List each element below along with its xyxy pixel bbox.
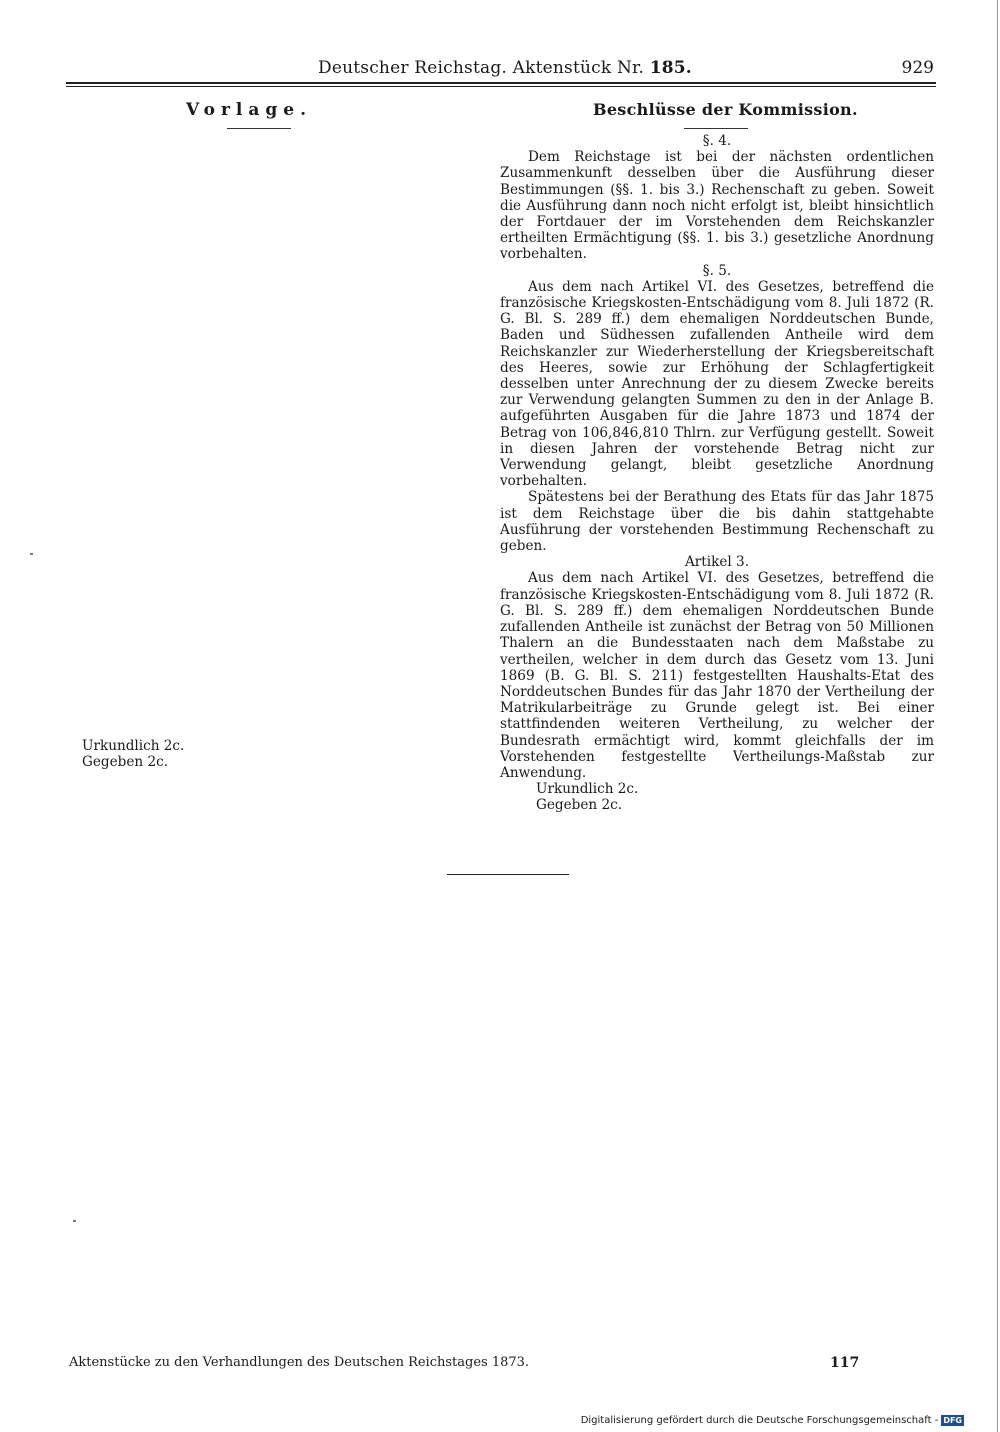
dfg-logo: DFG: [943, 1416, 962, 1425]
section-heading: §. 4.: [702, 133, 732, 149]
document-number: 185.: [649, 58, 692, 78]
signature-line: Urkundlich 2c.: [536, 781, 639, 798]
paragraph: Aus dem nach Artikel VI. des Gesetzes, betreffend die französische Kriegskosten-Entschädigung vom 8. Juli 1872 (R. G. Bl. S. 289 ff.) dem ehemaligen Norddeutschen Bunde, Baden und Südhessen zufallenden Antheile wird dem Reichskanzler zur Wiederherstellung der Kriegsbereitschaft des Heeres, sowie zur Erhöhung der Schlagfertigkeit desselben unter Anrechnung der zu diesem Zwecke bereits zur Verwendung gelangten Summen zu den in der Anlage B. aufgeführten Ausgaben für die Jahre 1873 und 1874 der Betrag von 106,846,810 Thlrn. zur Verfügung gestellt. Soweit in diesen Jahren der vorstehende Betrag nicht zur Verwendung gelangt, bleibt gesetzliche Anordnung vorbehalten.: [500, 278, 934, 490]
section-heading: §. 5.: [702, 262, 732, 279]
header-title: Deutscher Reichstag. Aktenstück Nr.: [318, 58, 650, 78]
header-rule-thin: [66, 86, 936, 87]
header-rule: [66, 82, 936, 84]
left-column-title: Vorlage.: [186, 100, 313, 120]
footer-sheet-number: 117: [830, 1355, 860, 1371]
scan-speck: [30, 553, 33, 555]
right-column-title: Beschlüsse der Kommission.: [593, 100, 858, 119]
page-number: 929: [901, 58, 934, 78]
left-signature-urkundlich: Urkundlich 2c.: [82, 738, 185, 754]
paragraph: Aus dem nach Artikel VI. des Gesetzes, betreffend die französische Kriegskosten-Entschädigung vom 8. Juli 1872 (R. G. Bl. S. 289 ff.) dem ehemaligen Norddeutschen Bunde zufallenden Antheile ist zunächst der Betrag von 50 Millionen Thalern an die Bundesstaaten nach dem Maßstabe zu vertheilen, welcher in dem durch das Gesetz vom 13. Juni 1869 (B. G. Bl. S. 211) festgestellten Haushalts-Etat des Norddeutschen Bundes für das Jahr 1870 der Vertheilung der Matrikularbeiträge zu Grunde gelegt ist. Bei einer stattfindenden weiteren Vertheilung, zu welcher der Bundesrath ermächtigt wird, kommt gleichfalls der im Vorstehenden festgestellte Vertheilungs-Maßstab zur Anwendung.: [500, 570, 934, 781]
paragraph: Spätestens bei der Berathung des Etats für das Jahr 1875 ist dem Reichstage über die bis dahin stattgehabte Ausführung der vorstehenden Bestimmung Rechenschaft zu geben.: [500, 489, 934, 555]
section-heading: Artikel 3.: [684, 554, 750, 571]
left-title-rule: [227, 128, 291, 129]
right-column-body: [500, 133, 934, 814]
end-rule: [447, 874, 569, 875]
left-signature-gegeben: Gegeben 2c.: [82, 754, 169, 770]
digitization-note: [581, 1415, 964, 1426]
signature-line: Gegeben 2c.: [536, 797, 623, 814]
digitization-text: Digitalisierung gefördert durch die Deutsche Forschungsgemeinschaft -: [580, 1415, 939, 1426]
paragraph: Dem Reichstage ist bei der nächsten ordentlichen Zusammenkunft desselben über die Ausführung dieser Bestimmungen (§§. 1. bis 3.) Rechenschaft zu geben. Soweit die Ausführung dann noch nicht erfolgt ist, bleibt hinsichtlich der Fortdauer der im Vorstehenden dem Reichskanzler ertheilten Ermächtigung (§§. 1. bis 3.) gesetzliche Anordnung vorbehalten.: [500, 149, 934, 263]
right-title-rule: [684, 128, 748, 129]
running-header: [318, 58, 692, 78]
scan-edge: [997, 0, 998, 1432]
footer-source: Aktenstücke zu den Verhandlungen des Deutschen Reichstages 1873.: [69, 1355, 530, 1370]
scan-speck: [73, 1220, 76, 1222]
